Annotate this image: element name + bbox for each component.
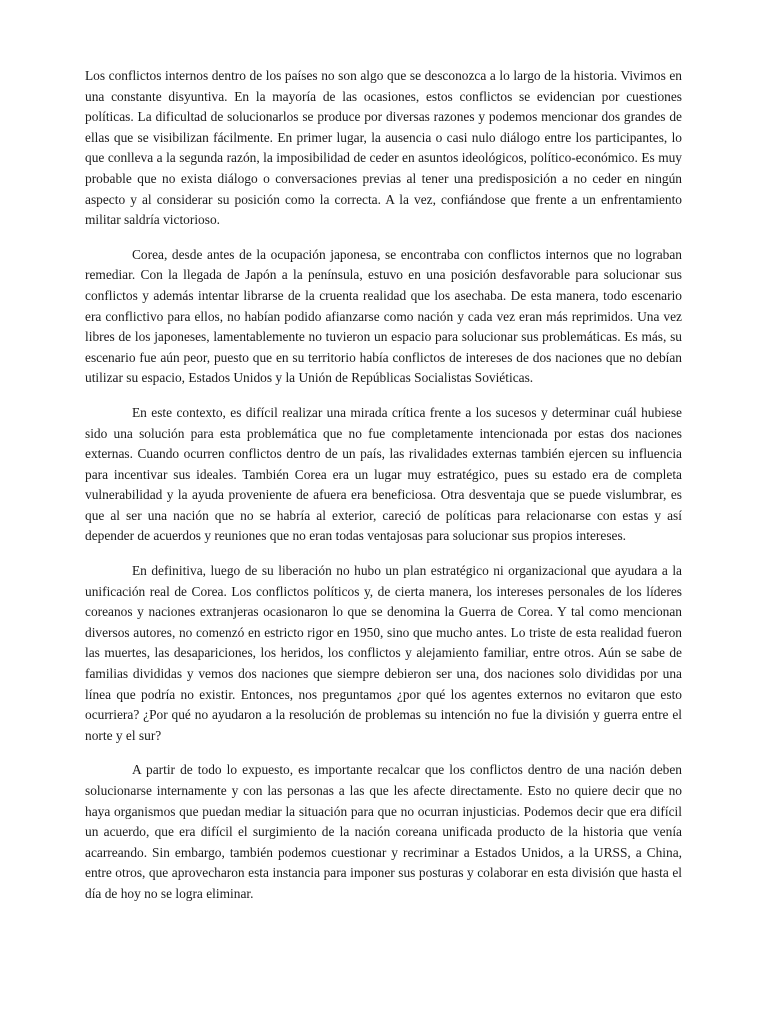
- paragraph-1: Los conflictos internos dentro de los países no son algo que se desconozca a lo largo de la historia. Vivimos en una constante disyuntiva. En la mayoría de las ocasiones, estos conflictos se evidencian por cuestiones políticas. La dificultad de solucionarlos se produce por diversas razones y podemos mencionar dos grandes de ellas que se visibilizan fácilmente. En primer lugar, la ausencia o casi nulo diálogo entre los participantes, lo que conlleva a la segunda razón, la imposibilidad de ceder en asuntos ideológicos, político-económico. Es muy probable que no exista diálogo o conversaciones previas al tener una predisposición a no ceder en ningún aspecto y al considerar su posición como la correcta. A la vez, confiándose que frente a un enfrentamiento militar saldría victorioso.: [85, 68, 682, 228]
- document-body: [85, 66, 682, 919]
- paragraph-3: En este contexto, es difícil realizar una mirada crítica frente a los sucesos y determinar cuál hubiese sido una solución para esta problemática que no fue completamente intencionada por estas dos naciones externas. Cuando ocurren conflictos dentro de un país, las rivalidades externas también ejercen su influencia para incentivar sus ideales. También Corea era un lugar muy estratégico, pues su estado era de completa vulnerabilidad y la ayuda proveniente de afuera era beneficiosa. Otra desventaja que se puede vislumbrar, es que al ser una nación que no se habría al exterior, careció de políticas para relacionarse con estas y así depender de acuerdos y reuniones que no eran todas ventajosas para solucionar sus propios intereses.: [85, 404, 682, 544]
- paragraph-4: En definitiva, luego de su liberación no hubo un plan estratégico ni organizacional que ayudara a la unificación real de Corea. Los conflictos políticos y, de cierta manera, los intereses personales de los líderes coreanos y naciones extranjeras ocasionaron lo que se denomina la Guerra de Corea. Y tal como mencionan diversos autores, no comenzó en estricto rigor en 1950, sino que mucho antes. Lo triste de esta realidad fueron las muertes, las desapariciones, los heridos, los conflictos y alejamiento familiar, entre otros. Aún se sabe de familias divididas y vemos dos naciones que siempre debieron ser una, dos naciones solo divididas por una línea que podría no existir. Entonces, nos preguntamos ¿por qué los agentes externos no evitaron que esto ocurriera? ¿Por qué no ayudaron a la resolución de problemas su intención no fue la división y guerra entre el norte y el sur?: [85, 563, 682, 743]
- paragraph-5: A partir de todo lo expuesto, es importante recalcar que los conflictos dentro de una nación deben solucionarse internamente y con las personas a las que les afecte directamente. Esto no quiere decir que no haya organismos que puedan mediar la situación para que no ocurran injusticias. Podemos decir que era difícil un acuerdo, que era difícil el surgimiento de la nación coreana unificada producto de la historia que venía acarreando. Sin embargo, también podemos cuestionar y recriminar a Estados Unidos, a la URSS, a China, entre otros, que aprovecharon esta instancia para imponer sus posturas y colaborar en esta división que hasta el día de hoy no se logra eliminar.: [85, 762, 682, 901]
- paragraph-2: Corea, desde antes de la ocupación japonesa, se encontraba con conflictos internos que no lograban remediar. Con la llegada de Japón a la península, estuvo en una posición desfavorable para solucionar sus conflictos y además intentar librarse de la cruenta realidad que los asechaba. De esta manera, todo escenario era conflictivo para ellos, no habían podido afianzarse como nación y cada vez eran más reprimidos. Una vez libres de los japoneses, lamentablemente no tuvieron un espacio para solucionar sus problemáticas. Es más, su escenario fue aún peor, puesto que en su territorio había conflictos de intereses de dos naciones que no debían utilizar su espacio, Estados Unidos y la Unión de Repúblicas Socialistas Soviéticas.: [85, 246, 682, 386]
